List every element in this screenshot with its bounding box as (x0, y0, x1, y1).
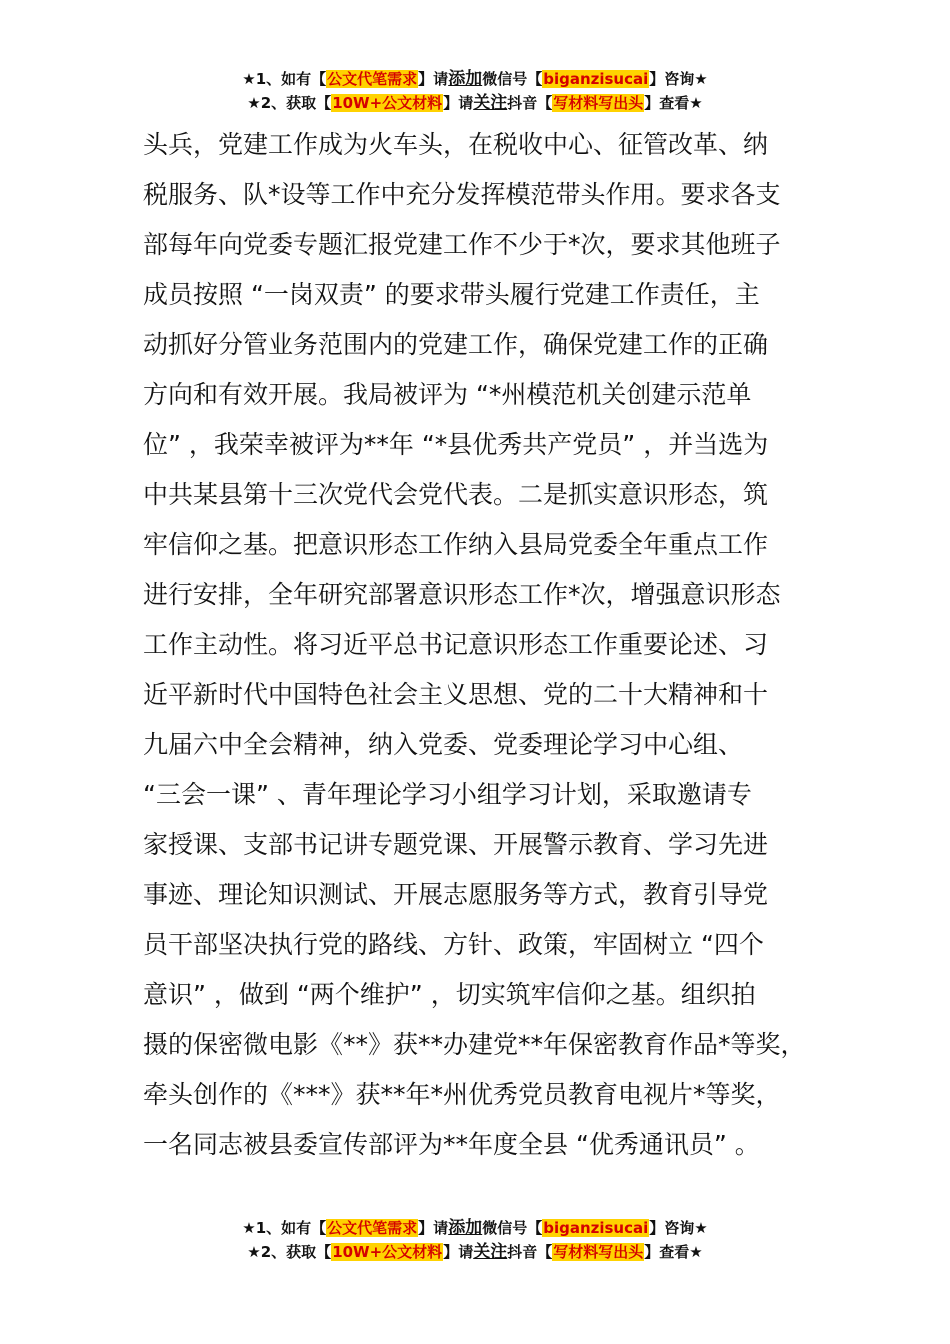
banner-text: 】请 (418, 70, 449, 88)
body-line: 事迹、理论知识测试、开展志愿服务等方式，教育引导党 (143, 880, 769, 909)
banner-highlight-service: 公文代笔需求 (327, 1219, 418, 1237)
banner-text: 】咨询★ (649, 1219, 708, 1237)
banner-highlight-wechat-id: biganzisucai (543, 70, 649, 88)
body-line: 一名同志被县委宣传部评为**年度全县 “优秀通讯员” 。 (143, 1130, 760, 1159)
banner-text: ★2、获取【 (247, 94, 332, 112)
banner-text: 抖音【 (507, 94, 553, 112)
banner-text: 】请 (418, 1219, 449, 1237)
document-body (143, 120, 843, 1170)
body-line: 成员按照 “一岗双责” 的要求带头履行党建工作责任，主 (143, 280, 760, 309)
banner-text: 】咨询★ (649, 70, 708, 88)
body-line: 家授课、支部书记讲专题党课、开展警示教育、学习先进 (143, 830, 769, 859)
banner-text: ★2、获取【 (247, 1243, 332, 1261)
banner-text: 】请 (443, 1243, 474, 1261)
body-line: 中共某县第十三次党代会党代表。二是抓实意识形态，筑 (143, 480, 769, 509)
banner-highlight-douyin: 写材料写出头 (553, 1243, 644, 1261)
body-line: 方向和有效开展。我局被评为 “*州模范机关创建示范单 (143, 380, 752, 409)
body-line: 税服务、队*设等工作中充分发挥模范带头作用。要求各支 (143, 180, 781, 209)
banner-underlined-text: 添加 (448, 1218, 483, 1238)
banner-line-2 (0, 91, 950, 115)
banner-text: 】查看★ (644, 1243, 703, 1261)
body-line: 意识” ，做到 “两个维护” ，切实筑牢信仰之基。组织拍 (143, 980, 756, 1009)
banner-text: 微信号【 (482, 1219, 543, 1237)
banner-highlight-service: 公文代笔需求 (327, 70, 418, 88)
body-line: 九届六中全会精神，纳入党委、党委理论学习中心组、 (143, 730, 744, 759)
body-line: 进行安排，全年研究部署意识形态工作*次，增强意识形态 (143, 580, 781, 609)
body-line: 部每年向党委专题汇报党建工作不少于*次，要求其他班子 (143, 230, 781, 259)
body-line: 牢信仰之基。把意识形态工作纳入县局党委全年重点工作 (143, 530, 769, 559)
banner-line-1 (0, 67, 950, 91)
footer-banner (0, 1216, 950, 1264)
body-line: 牵头创作的《***》获**年*州优秀党员教育电视片*等奖， (143, 1080, 781, 1109)
header-banner (0, 67, 950, 115)
body-line: 近平新时代中国特色社会主义思想、党的二十大精神和十 (143, 680, 769, 709)
banner-underlined-text: 添加 (448, 69, 483, 89)
banner-underlined-text: 关注 (473, 93, 508, 113)
banner-highlight-materials: 10W+公文材料 (332, 1243, 443, 1261)
banner-highlight-materials: 10W+公文材料 (332, 94, 443, 112)
banner-highlight-douyin: 写材料写出头 (553, 94, 644, 112)
banner-line-1 (0, 1216, 950, 1240)
body-line: 动抓好分管业务范围内的党建工作，确保党建工作的正确 (143, 330, 769, 359)
banner-text: 】请 (443, 94, 474, 112)
body-line: 摄的保密微电影《**》获**办建党**年保密教育作品*等奖， (143, 1030, 806, 1059)
body-line: “三会一课” 、青年理论学习小组学习计划，采取邀请专 (143, 780, 752, 809)
banner-line-2 (0, 1240, 950, 1264)
banner-underlined-text: 关注 (473, 1242, 508, 1262)
body-line: 员干部坚决执行党的路线、方针、政策，牢固树立 “四个 (143, 930, 764, 959)
banner-text: 微信号【 (482, 70, 543, 88)
banner-highlight-wechat-id: biganzisucai (543, 1219, 649, 1237)
banner-text: ★1、如有【 (242, 1219, 327, 1237)
banner-text: ★1、如有【 (242, 70, 327, 88)
banner-text: 抖音【 (507, 1243, 553, 1261)
banner-text: 】查看★ (644, 94, 703, 112)
body-line: 位” ，我荣幸被评为**年 “*县优秀共产党员” ，并当选为 (143, 430, 769, 459)
body-line: 头兵，党建工作成为火车头，在税收中心、征管改革、纳 (143, 130, 769, 159)
body-line: 工作主动性。将习近平总书记意识形态工作重要论述、习 (143, 630, 769, 659)
